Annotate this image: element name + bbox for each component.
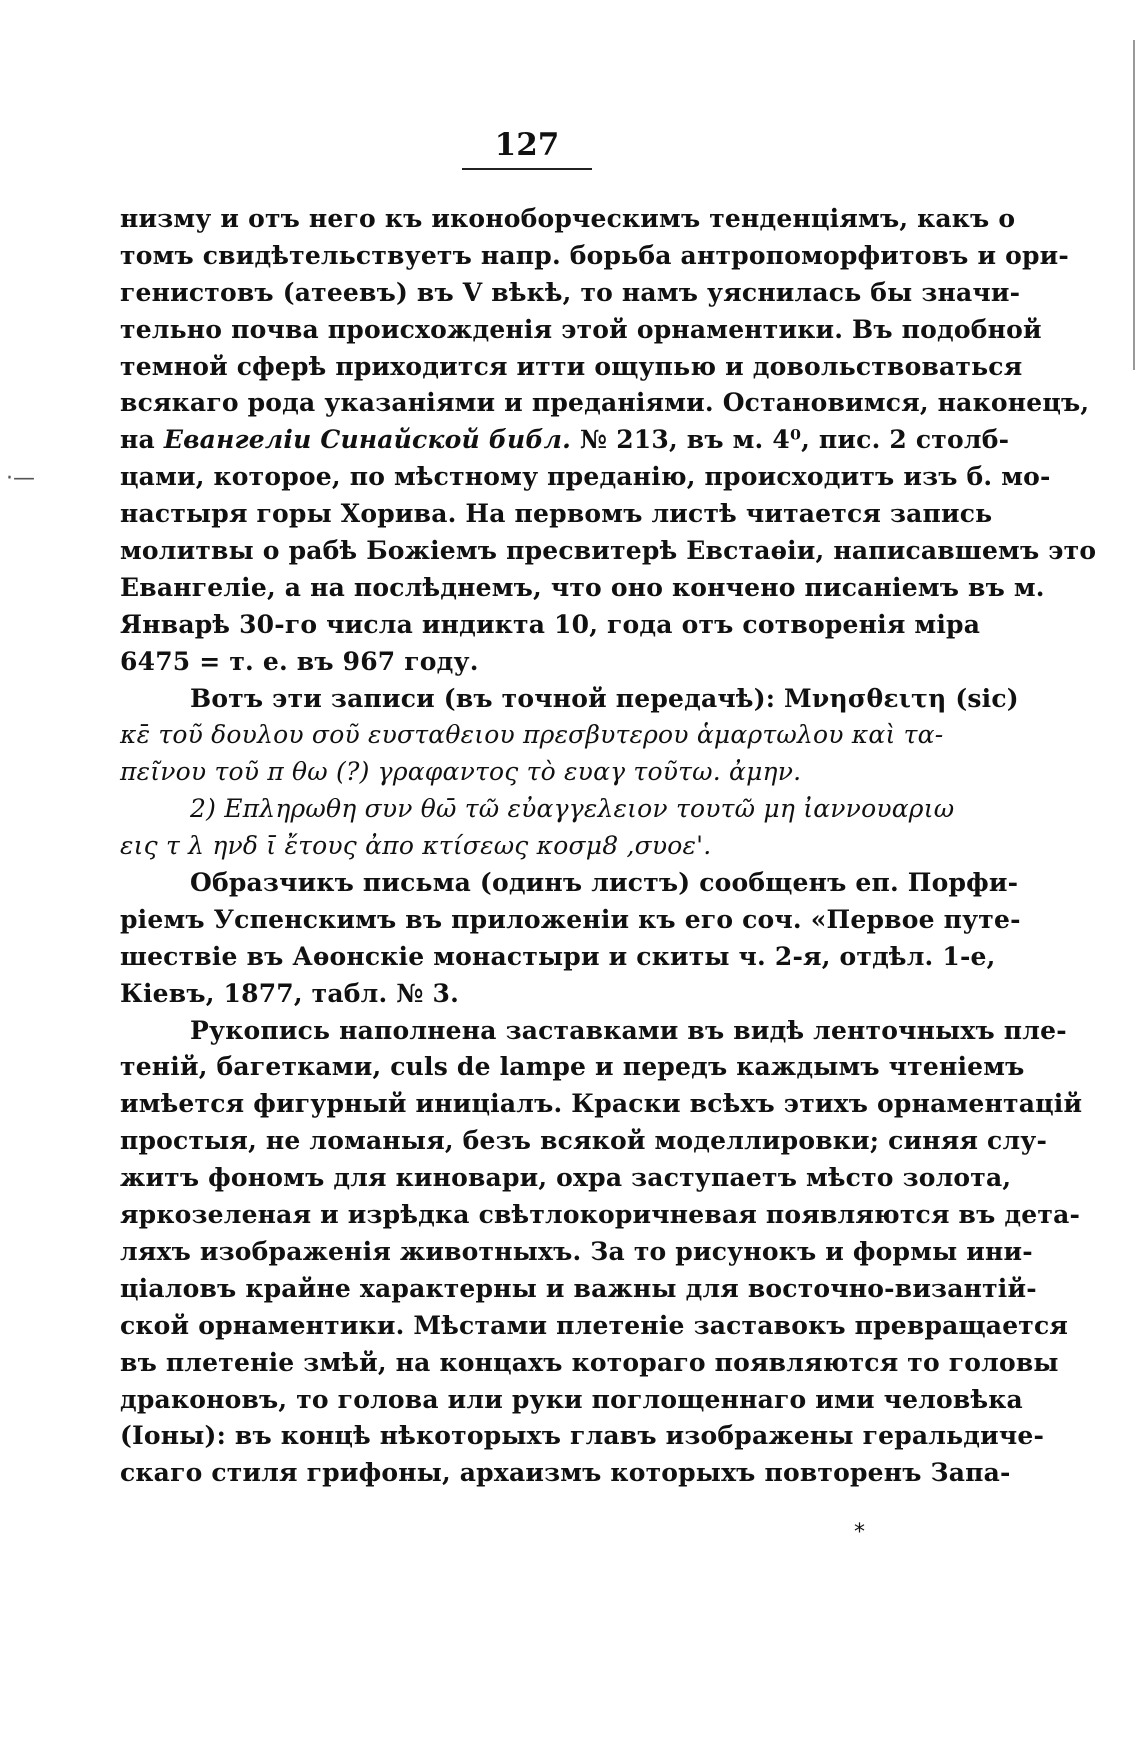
text-line: молитвы о рабѣ Божіемъ пресвитерѣ Евстаѳіи, написавшемъ это (120, 536, 1097, 566)
footer-mark: * (854, 1520, 865, 1545)
text-line: житъ фономъ для киновари, охра заступаетъ мѣсто золота, (120, 1163, 1012, 1193)
text-line: ляхъ изображенія животныхъ. За то рисунокъ и формы ини- (120, 1236, 1033, 1266)
text-line: генистовъ (атеевъ) въ V вѣкѣ, то намъ уяснилась бы значи- (120, 277, 1021, 307)
text-line: (Іоны): въ концѣ нѣкоторыхъ главъ изображены геральдиче- (120, 1421, 1045, 1451)
text-line: Евангеліе, а на послѣднемъ, что оно кончено писаніемъ въ м. (120, 572, 1045, 602)
manuscript-title: Евангеліи Синайской библ. (163, 425, 572, 455)
text-line: всякаго рода указаніями и преданіями. Остановимся, наконецъ, (120, 388, 1090, 418)
text-line: драконовъ, то голова или руки поглощеннаго ими человѣка (120, 1384, 1023, 1414)
margin-mark: ·— (6, 466, 35, 491)
text-line: простыя, не ломаныя, безъ всякой моделлировки; синяя слу- (120, 1126, 1048, 1156)
greek-line: 2) Επληρωθη συν θω̄ τῶ εὐαγγελειον τουτῶ μη ἰαννουαριω (190, 794, 955, 824)
text-line: ціаловъ крайне характерны и важны для восточно-византій- (120, 1273, 1037, 1303)
text-line: яркозеленая и изрѣдка свѣтлокоричневая появляются въ дета- (120, 1200, 1081, 1230)
margin-line (1133, 40, 1135, 370)
text-line: въ плетеніе змѣй, на концахъ котораго появляются то головы (120, 1347, 1059, 1377)
text-span: № 213, въ м. 4⁰, пис. 2 столб- (571, 425, 1010, 455)
body-text (120, 201, 1097, 1492)
text-line: Рукопись наполнена заставками въ видѣ ленточныхъ пле- (190, 1015, 1067, 1045)
text-line: настыря горы Хорива. На первомъ листѣ читается запись (120, 499, 993, 529)
greek-line: πεῖνου τοῦ π θω (?) γραφαντος τὸ ευαγ τοῦτω. ἀμην. (120, 757, 802, 787)
text-line: 6475 = т. е. въ 967 году. (120, 646, 479, 676)
text-line: тельно почва происхожденія этой орнаментики. Въ подобной (120, 314, 1042, 344)
text-line: ской орнаментики. Мѣстами плетеніе заставокъ превращается (120, 1310, 1069, 1340)
text-line: Образчикъ письма (одинъ листъ) сообщенъ еп. Порфи- (190, 868, 1019, 898)
text-line (120, 422, 1010, 459)
text-line: цами, которое, по мѣстному преданію, происходитъ изъ б. мо- (120, 462, 1051, 492)
text-line: шествіе въ Аѳонскіе монастыри и скиты ч. 2-я, отдѣл. 1-е, (120, 941, 996, 971)
text-line: ріемъ Успенскимъ въ приложеніи къ его соч. «Первое путе- (120, 904, 1021, 934)
page-number: 127 (494, 127, 560, 163)
text-line: Январѣ 30-го числа индикта 10, года отъ сотворенія міра (120, 609, 981, 639)
text-line: низму и отъ него къ иконоборческимъ тенденціямъ, какъ о (120, 204, 1016, 233)
text-line: теній, багетками, culs de lampe и передъ каждымъ чтеніемъ (120, 1052, 1025, 1082)
text-line: Вотъ эти записи (въ точной передачѣ): Μνησθειτη (sic) (190, 683, 1019, 713)
text-line: имѣется фигурный иниціалъ. Краски всѣхъ этихъ орнаментацій (120, 1089, 1083, 1119)
text-line: томъ свидѣтельствуетъ напр. борьба антропоморфитовъ и ори- (120, 240, 1069, 270)
text-line: темной сферѣ приходится итти ощупью и довольствоваться (120, 351, 1023, 381)
text-span: на (120, 425, 164, 455)
greek-line: εις τ λ ηνδ ῑ ἔτους ἀπο κτίσεως κοσμ8 ,συοε'. (120, 831, 712, 861)
greek-line: κε̄ τοῦ δουλου σοῦ ευσταθειου πρεσβυτερου ἁμαρτωλου καὶ τα- (120, 720, 944, 750)
text-line: скаго стиля грифоны, архаизмъ которыхъ повторенъ Запа- (120, 1458, 1011, 1488)
text-line: Кіевъ, 1877, табл. № 3. (120, 978, 460, 1008)
header-rule (462, 168, 592, 170)
